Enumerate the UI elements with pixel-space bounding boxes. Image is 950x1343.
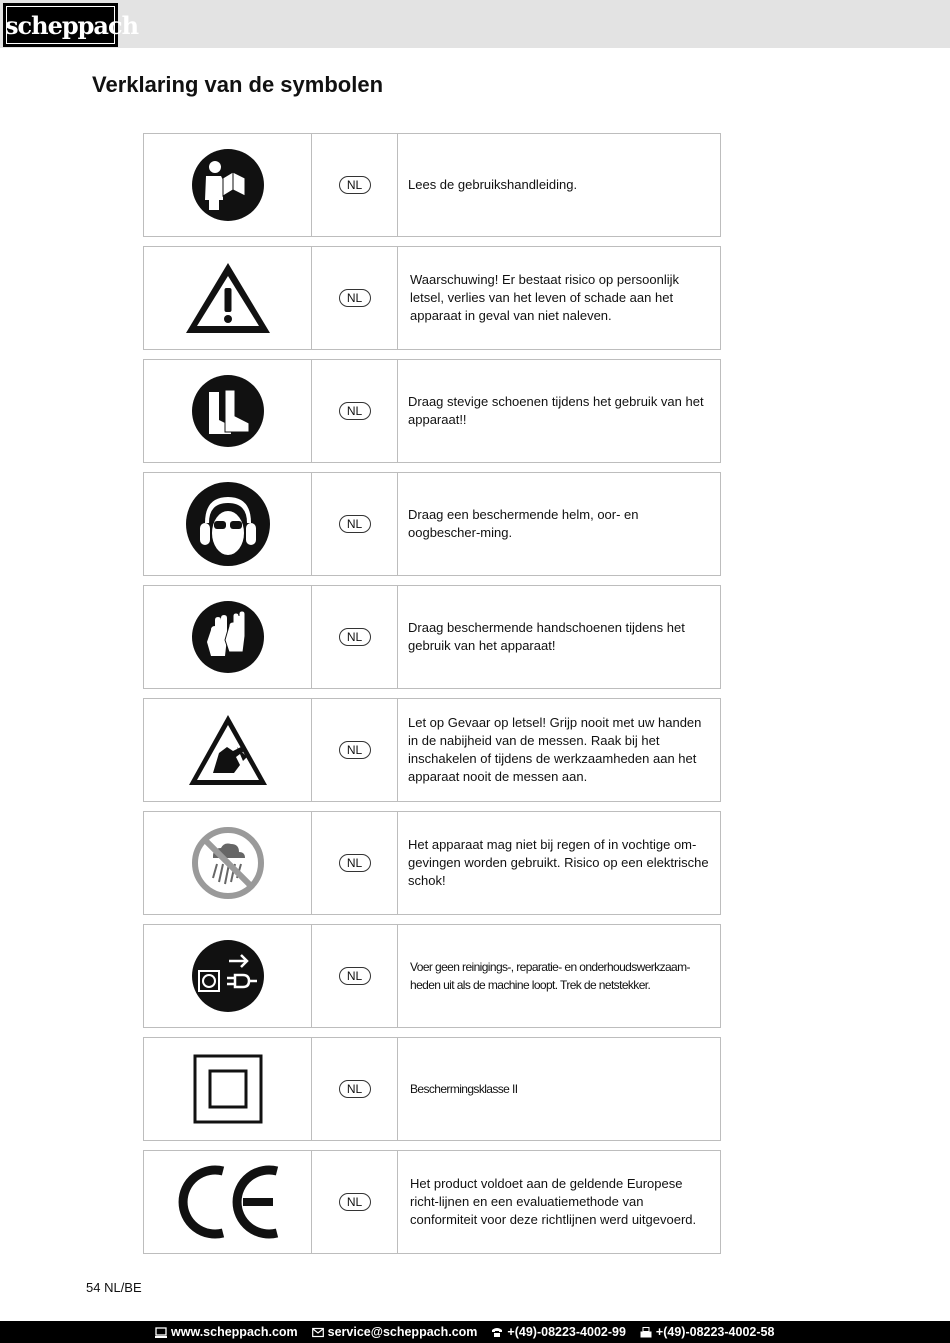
language-cell [312,473,398,575]
helmet-ear-eye-protection-icon [185,481,271,567]
symbol-row [143,246,721,350]
language-badge: NL [339,741,371,759]
symbol-description: Draag beschermende handschoenen tijdens het gebruik van het apparaat! [408,620,685,653]
symbol-icon-cell [144,360,312,462]
brand-logo-text: scheppach [5,11,139,40]
language-cell [312,925,398,1027]
language-badge: NL [339,628,371,646]
footer-email[interactable] [312,1325,478,1339]
header-bar [0,0,950,48]
language-badge: NL [339,176,371,194]
symbol-row [143,585,721,689]
symbol-description: Het apparaat mag niet bij regen of in vochtige om-gevingen worden gebruikt. Risico op een elektrische schok! [408,837,709,888]
language-badge: NL [339,515,371,533]
page-title: Verklaring van de symbolen [92,72,384,97]
symbol-row [143,472,721,576]
symbol-description: Het product voldoet aan de geldende Europese richt-lijnen en een evaluatiemethode van conformiteit voor deze richtlijnen werd uitgevoerd. [410,1176,697,1227]
language-badge: NL [339,1080,371,1098]
symbol-description: Let op Gevaar op letsel! Grijp nooit met uw handen in de nabijheid van de messen. Raak bij het inschakelen of tijdens de werkzaamheden aan het apparaat nooit de messen aan. [408,715,702,784]
footer-website-text: www.scheppach.com [171,1325,298,1339]
language-cell [312,699,398,801]
read-manual-icon [191,148,265,222]
phone-icon [491,1327,503,1338]
symbol-row [143,924,721,1028]
computer-icon [155,1327,167,1338]
symbol-icon-cell [144,1151,312,1253]
symbol-icon-cell [144,1038,312,1140]
language-badge: NL [339,402,371,420]
symbol-row [143,811,721,915]
brand-logo [3,3,139,47]
symbol-description: Draag stevige schoenen tijdens het gebruik van het apparaat!! [408,394,704,427]
symbol-description: Draag een beschermende helm, oor- en oogbescher-ming. [408,507,639,540]
language-badge: NL [339,289,371,307]
language-badge: NL [339,854,371,872]
protection-class-ii-icon [193,1054,263,1124]
symbol-description: Waarschuwing! Er bestaat risico op persoonlijk letsel, verlies van het leven of schade aan het apparaat in geval van niet naleven. [410,272,680,323]
symbol-icon-cell [144,925,312,1027]
footer-website[interactable] [155,1325,298,1339]
footer-phone[interactable] [491,1325,626,1339]
safety-boots-icon [191,374,265,448]
footer-fax-text: +(49)-08223-4002-58 [655,1325,775,1339]
symbol-icon-cell [144,473,312,575]
symbol-icon-cell [144,699,312,801]
symbol-description: Lees de gebruikshandleiding. [408,177,578,192]
symbol-icon-cell [144,586,312,688]
ce-mark-icon [175,1165,281,1239]
symbol-icon-cell [144,134,312,236]
envelope-icon [312,1327,324,1338]
footer-email-text: service@scheppach.com [327,1325,478,1339]
symbol-icon-cell [144,247,312,349]
language-cell [312,812,398,914]
symbol-description: Voer geen reinigings-, reparatie- en onderhoudswerkzaam-heden uit als de machine loopt. Trek de netstekker. [410,960,690,992]
language-cell [312,360,398,462]
no-rain-icon [191,826,265,900]
footer-phone-text: +(49)-08223-4002-99 [507,1325,626,1339]
symbol-description: Beschermingsklasse II [410,1082,518,1096]
footer-bar [0,1321,950,1343]
page-number: 54 NL/BE [86,1280,142,1295]
fax-icon [640,1327,652,1338]
footer-fax[interactable] [640,1325,775,1339]
symbol-row [143,1150,721,1254]
protective-gloves-icon [191,600,265,674]
warning-triangle-icon [183,260,273,336]
unplug-mains-icon [191,939,265,1013]
language-cell [312,1151,398,1253]
symbol-row [143,1037,721,1141]
symbol-row [143,698,721,802]
language-badge: NL [339,967,371,985]
symbol-row [143,133,721,237]
symbol-icon-cell [144,812,312,914]
language-cell [312,247,398,349]
symbol-row [143,359,721,463]
language-badge: NL [339,1193,371,1211]
language-cell [312,134,398,236]
language-cell [312,1038,398,1140]
language-cell [312,586,398,688]
hand-cutting-hazard-icon [187,713,269,787]
